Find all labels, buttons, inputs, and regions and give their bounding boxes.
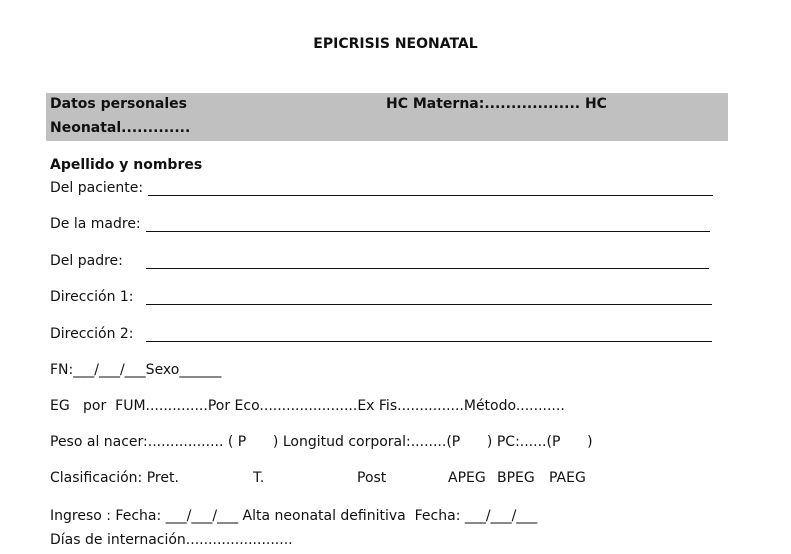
ingreso-alta-line: Ingreso : Fecha: ___/___/___ Alta neonatal definitiva Fecha: ___/___/___: [50, 508, 538, 524]
clasificacion-bpeg: BPEG: [497, 470, 535, 486]
peso-longitud-pc-line: Peso al nacer:................. ( P ) Longitud corporal:........(P ) PC:......(P ): [50, 434, 593, 450]
fn-sexo-line: FN:___/___/___Sexo______: [50, 362, 222, 378]
padre-field[interactable]: [146, 268, 709, 269]
padre-label: Del padre:: [50, 253, 123, 269]
clasificacion-paeg: PAEG: [549, 470, 586, 486]
neonatal-label: Neonatal.............: [50, 120, 191, 136]
madre-field[interactable]: [146, 231, 710, 232]
hc-materna-label: HC Materna:.................. HC: [386, 96, 607, 112]
clasificacion-t: T.: [253, 470, 265, 486]
clasificacion-label: Clasificación: Pret.: [50, 470, 179, 486]
direccion1-label: Dirección 1:: [50, 289, 134, 305]
paciente-label: Del paciente:: [50, 180, 144, 196]
apellido-nombres-heading: Apellido y nombres: [50, 157, 203, 173]
datos-personales-label: Datos personales: [50, 96, 187, 112]
madre-label: De la madre:: [50, 216, 141, 232]
eg-line: EG por FUM..............Por Eco......................Ex Fis...............Método...........: [50, 398, 565, 414]
page-title: EPICRISIS NEONATAL: [313, 36, 478, 52]
direccion2-field[interactable]: [146, 341, 712, 342]
clasificacion-apeg: APEG: [448, 470, 486, 486]
dias-internacion-line: Días de internación........................: [50, 532, 293, 548]
paciente-field[interactable]: [148, 195, 713, 196]
direccion1-field[interactable]: [146, 304, 712, 305]
direccion2-label: Dirección 2:: [50, 326, 134, 342]
clasificacion-post: Post: [357, 470, 387, 486]
